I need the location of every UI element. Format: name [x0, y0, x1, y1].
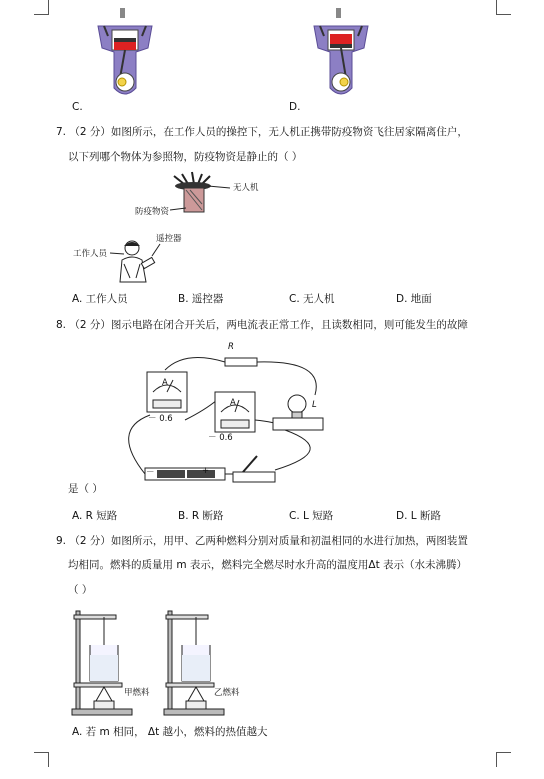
label-lamp: L [312, 400, 317, 410]
ammeter1-letter: A [162, 378, 168, 388]
heating-apparatus-a [70, 605, 135, 715]
q7-option-b: B. 遥控器 [178, 293, 224, 305]
q7-option-d: D. 地面 [396, 293, 432, 305]
battery-plus: + [202, 466, 210, 476]
label-resistor: R [228, 342, 234, 352]
q8-option-d: D. L 断路 [396, 510, 441, 522]
q7-stem-line1: 7. （2 分）如图所示，在工作人员的操控下，无人机正携带防疫物资飞往居家隔离住户， [56, 126, 468, 138]
option-d-label: D. [289, 101, 301, 113]
q9-option-a: A. 若 m 相同， Δt 越小，燃料的热值越大 [72, 726, 268, 738]
q8-option-c: C. L 短路 [289, 510, 334, 522]
q8-option-b: B. R 断路 [178, 510, 224, 522]
crop-mark-bottom-left [34, 752, 49, 767]
q7-option-c: C. 无人机 [289, 293, 335, 305]
q9-stem-line3: （ ） [68, 584, 93, 596]
label-fuel-a: 甲燃料 [124, 688, 150, 698]
engine-diagram-d [306, 8, 376, 100]
label-worker: 工作人员 [73, 249, 108, 259]
supplies-pointer [170, 208, 186, 212]
label-supplies: 防疫物资 [135, 207, 170, 217]
ammeter2-letter: A [230, 398, 236, 408]
worker-pointer [110, 252, 124, 256]
q8-stem-line2: 是（ ） [68, 483, 103, 495]
engine-diagram-c [90, 8, 160, 100]
label-remote: 遥控器 [156, 234, 182, 244]
option-c-label: C. [72, 101, 83, 113]
crop-mark-top-left [34, 0, 49, 15]
label-fuel-b: 乙燃料 [214, 688, 240, 698]
q9-stem-line1: 9. （2 分）如图所示，用甲、乙两种燃料分别对质量和初温相同的水进行加热，两图装置 [56, 535, 468, 547]
heating-apparatus-b [162, 605, 227, 715]
label-drone: 无人机 [233, 183, 259, 193]
q7-option-a: A. 工作人员 [72, 293, 128, 305]
q9-stem-line2: 均相同。燃料的质量用 m 表示，燃料完全燃尽时水升高的温度用Δt 表示（水未沸腾） [68, 559, 468, 571]
crop-mark-bottom-right [496, 752, 511, 767]
ammeter1-terminals: － 0.6 [148, 414, 173, 424]
crop-mark-top-right [496, 0, 511, 15]
battery-minus: － [146, 468, 155, 478]
q8-stem-line1: 8. （2 分）图示电路在闭合开关后，两电流表正常工作，且读数相同，则可能发生的故障 [56, 319, 468, 331]
q8-option-a: A. R 短路 [72, 510, 118, 522]
worker-figure [110, 238, 170, 284]
ammeter2-terminals: － 0.6 [208, 433, 233, 443]
q7-stem-line2: 以下列哪个物体为参照物，防疫物资是静止的（ ） [68, 151, 303, 163]
